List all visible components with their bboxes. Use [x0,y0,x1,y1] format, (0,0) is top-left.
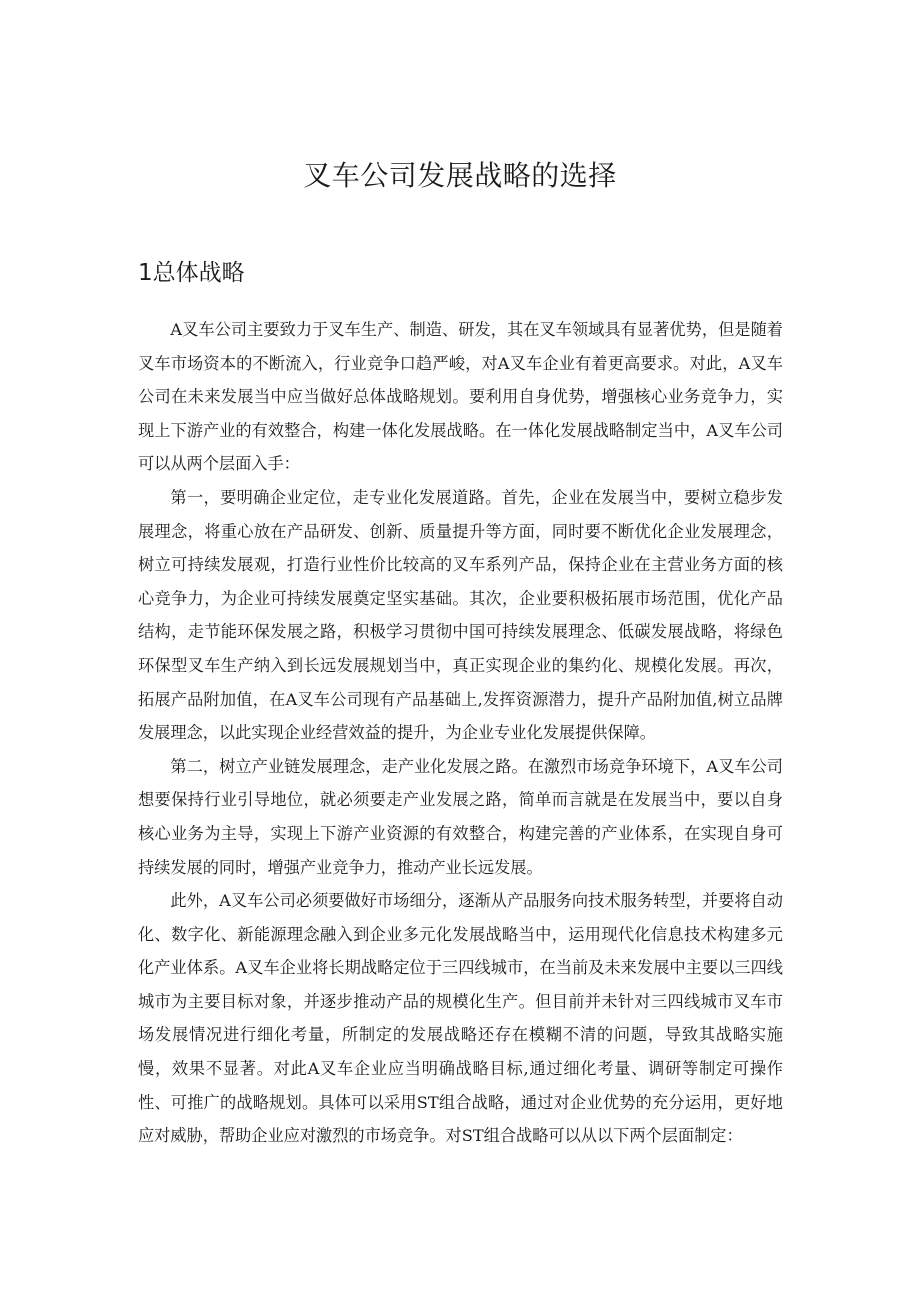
paragraph: A叉车公司主要致力于叉车生产、制造、研发，其在叉车领域具有显著优势，但是随着叉车市场资本的不断流入，行业竞争口趋严峻，对A叉车企业有着更高要求。对此，A叉车公司在未来发展当中应当做好总体战略规划。要利用自身优势，增强核心业务竞争力，实现上下游产业的有效整合，构建一体化发展战略。在一体化发展战略制定当中，A叉车公司可以从两个层面入手： [138,320,783,474]
body-text [138,313,783,1153]
paragraph: 此外，A叉车公司必须要做好市场细分，逐渐从产品服务向技术服务转型，并要将自动化、数字化、新能源理念融入到企业多元化发展战略当中，运用现代化信息技术构建多元化产业体系。A叉车企业将长期战略定位于三四线城市，在当前及未来发展中主要以三四线城市为主要目标对象，并逐步推动产品的规模化生产。但目前并未针对三四线城市叉车市场发展情况进行细化考量，所制定的发展战略还存在模糊不清的问题，导致其战略实施慢，效果不显著。对此A叉车企业应当明确战略目标,通过细化考量、调研等制定可操作性、可推广的战略规划。具体可以采用ST组合战略，通过对企业优势的充分运用，更好地应对威胁，帮助企业应对激烈的市场竞争。对ST组合战略可以从以下两个层面制定： [138,891,783,1146]
paragraph: 第一，要明确企业定位，走专业化发展道路。首先，企业在发展当中，要树立稳步发展理念，将重心放在产品研发、创新、质量提升等方面，同时要不断优化企业发展理念，树立可持续发展观，打造行业性价比较高的叉车系列产品，保持企业在主营业务方面的核心竞争力，为企业可持续发展奠定坚实基础。其次，企业要积极拓展市场范围，优化产品结构，走节能环保发展之路，积极学习贯彻中国可持续发展理念、低碳发展战略，将绿色环保型叉车生产纳入到长远发展规划当中，真正实现企业的集约化、规模化发展。再次，拓展产品附加值，在A叉车公司现有产品基础上,发挥资源潜力，提升产品附加值,树立品牌发展理念，以此实现企业经营效益的提升，为企业专业化发展提供保障。 [138,487,783,743]
document-title: 叉车公司发展战略的选择 [303,159,617,192]
section-heading: 1总体战略 [138,260,245,286]
paragraph: 第二，树立产业链发展理念，走产业化发展之路。在激烈市场竞争环境下，A叉车公司想要保持行业引导地位，就必须要走产业发展之路，简单而言就是在发展当中，要以自身核心业务为主导，实现上下游产业资源的有效整合，构建完善的产业体系，在实现自身可持续发展的同时，增强产业竞争力，推动产业长远发展。 [138,756,783,877]
